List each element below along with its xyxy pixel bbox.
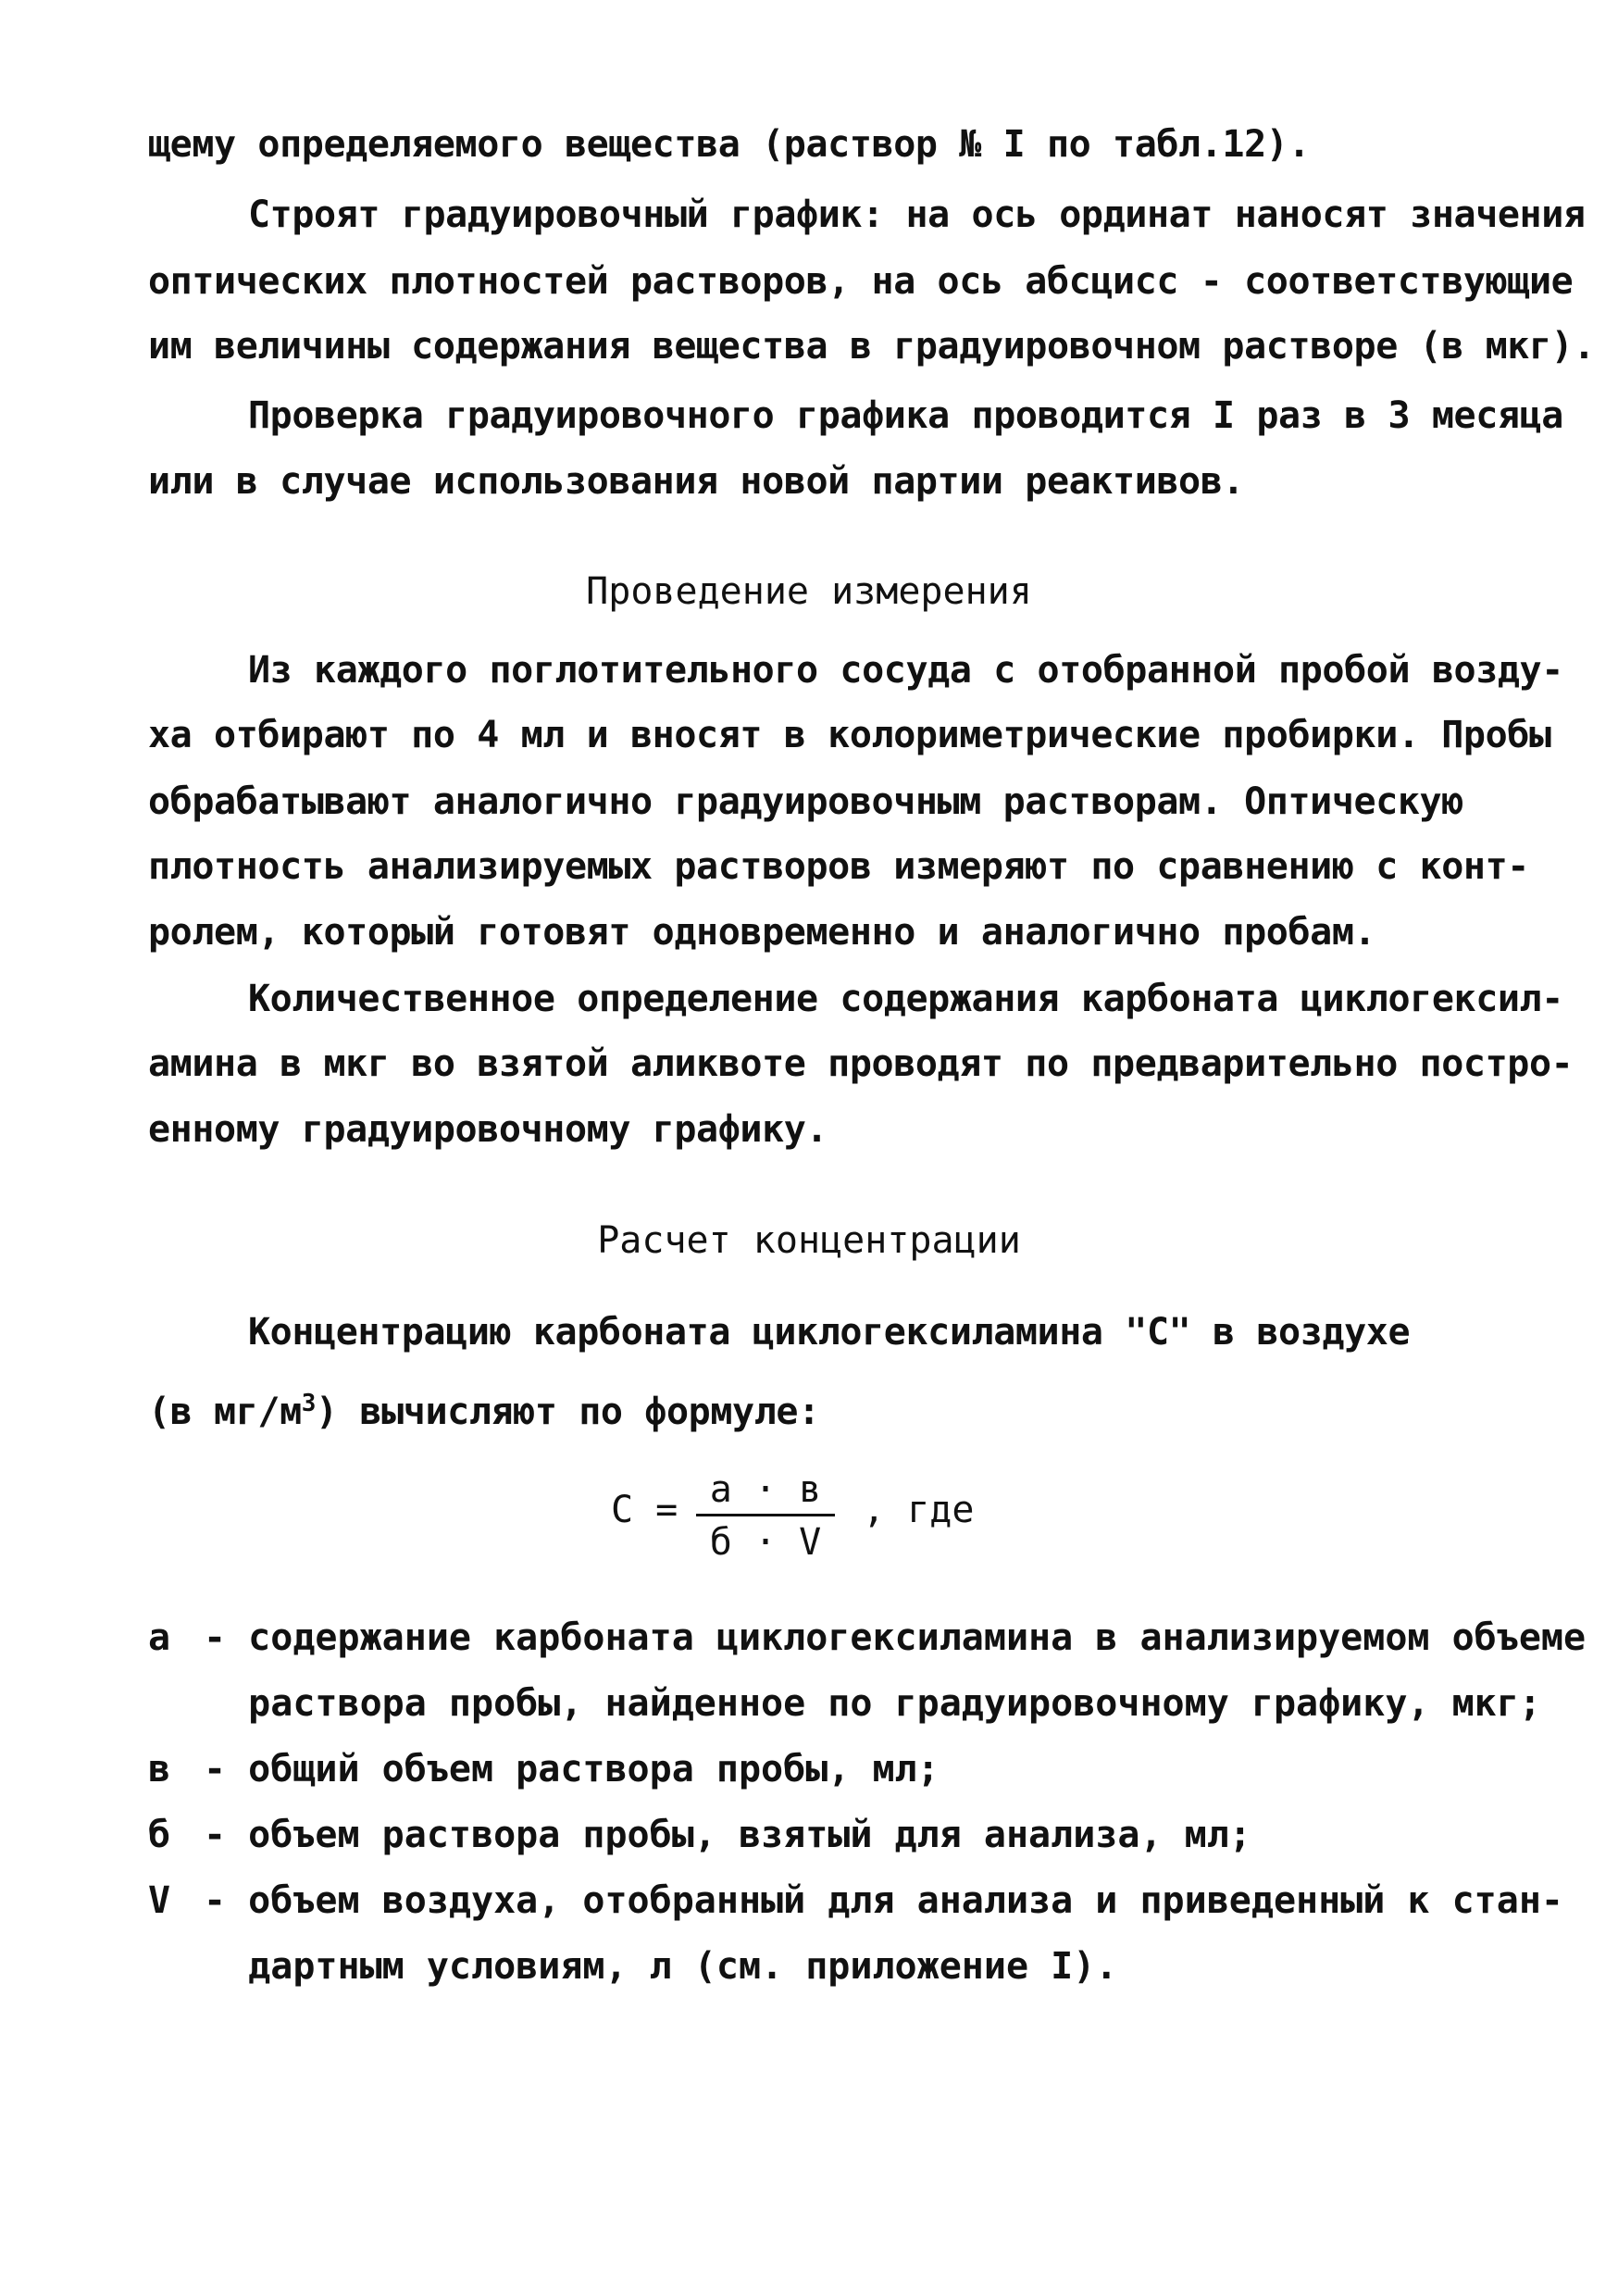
formula-denominator: б · V [709,1521,822,1564]
definition-b: б - объем раствора пробы, взятый для анализа, мл; [148,1814,1251,1856]
text-line: Строят градуировочный график: на ось ординат наносят значения [248,193,1586,236]
definition-a-cont: раствора пробы, найденное по градуировочному графику, мкг; [204,1682,1541,1725]
formula-lhs: С = [611,1489,678,1531]
text-line: Проверка градуировочного графика проводится I раз в 3 месяца [248,394,1563,437]
text-line-units: (в $мг/м^3$) вычисляют по формуле: [148,1390,820,1433]
text-line: енному градуировочному графику. [148,1108,828,1151]
text-line: Из каждого поглотительного сосуда с отобранной пробой возду- [248,649,1563,692]
text-line: Количественное определение содержания карбоната циклогексил- [248,978,1563,1020]
section-heading-calculation: Расчет концентрации [597,1219,1021,1262]
formula-numerator: а · в [709,1468,822,1511]
text-line: ролем, который готовят одновременно и аналогично пробам. [148,911,1376,954]
text-line: плотность анализируемых растворов измеряют по сравнению с конт- [148,845,1529,888]
formula-fraction [696,1467,835,1565]
concentration-formula [611,1467,1092,1578]
definition-V: V - объем воздуха, отобранный для анализа и приведенный к стан- [148,1879,1564,1922]
definition-V-cont: дартным условиям, л (см. приложение I). [204,1945,1118,1988]
definition-v: в - общий объем раствора пробы, мл; [148,1748,940,1791]
text-line: оптических плотностей растворов, на ось абсцисс - соответствующие [148,260,1574,303]
text-line: Концентрацию карбоната циклогексиламина "С" в воздухе [248,1311,1411,1354]
text-line: амина в мкг во взятой аликвоте проводят по предварительно постро- [148,1042,1574,1085]
definition-a: а - содержание карбоната циклогексиламина в анализируемом объеме [148,1616,1587,1659]
text-line: обрабатывают аналогично градуировочным растворам. Оптическую [148,780,1463,823]
formula-rhs: , где [863,1489,975,1531]
text-line: щему определяемого вещества (раствор № I по табл.12). [148,123,1311,166]
text-line: ха отбирают по 4 мл и вносят в колориметрические пробирки. Пробы [148,714,1551,756]
section-heading-measurement: Проведение измерения [586,570,1032,613]
superscript: 3 [301,1390,317,1417]
text-line: или в случае использования новой партии реактивов. [148,460,1245,503]
fraction-bar [696,1514,835,1516]
text-line: им величины содержания вещества в градуировочном растворе (в мкг). [148,325,1596,368]
